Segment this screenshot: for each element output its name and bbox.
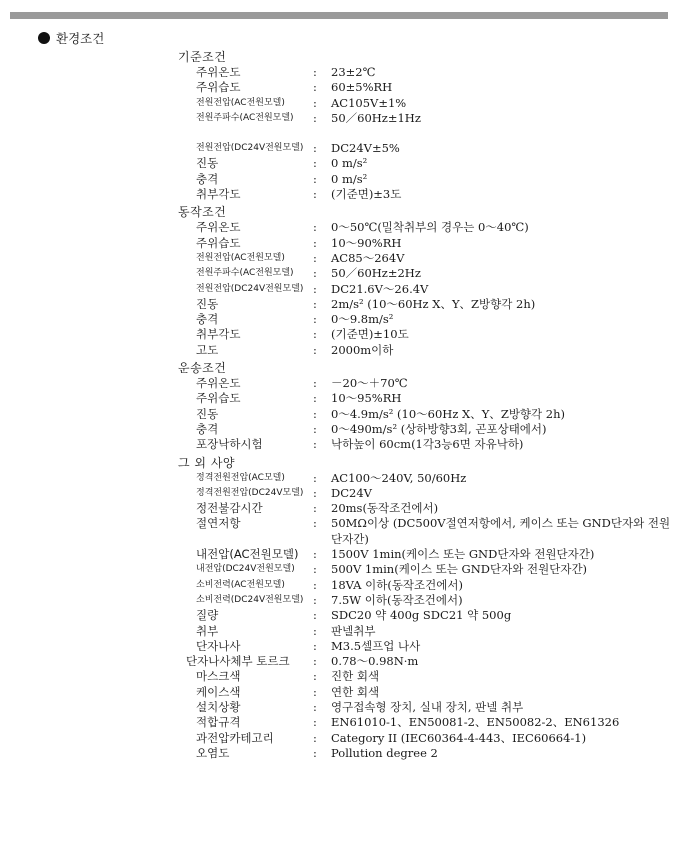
spec-row xyxy=(178,471,673,486)
spec-value: EN61010-1、EN50081-2、EN50082-2、EN61326 xyxy=(331,715,620,730)
spec-row xyxy=(178,501,673,516)
spec-value: 50／60Hz±2Hz xyxy=(331,266,421,281)
spec-value: 연한 회색 xyxy=(331,684,380,699)
spec-section xyxy=(178,49,673,202)
spec-row xyxy=(178,312,673,327)
spec-label: 마스크색 xyxy=(196,669,241,684)
spec-value: 진한 회색 xyxy=(331,669,380,684)
spec-row xyxy=(178,65,673,80)
spec-row xyxy=(178,96,673,111)
spec-row xyxy=(178,236,673,251)
spec-value: AC105V±1% xyxy=(331,95,407,110)
colon-separator: : xyxy=(313,296,317,311)
spec-row xyxy=(178,731,673,746)
spec-value: 0～4.9m/s² (10～60Hz X、Y、Z방향각 2h) xyxy=(331,406,566,421)
colon-separator: : xyxy=(313,80,317,95)
spec-row xyxy=(178,654,673,669)
spec-value: 2m/s² (10～60Hz X、Y、Z방향각 2h) xyxy=(331,296,536,311)
colon-separator: : xyxy=(313,730,317,745)
colon-separator: : xyxy=(313,281,317,296)
spec-value: 50MΩ이상 (DC500V절연저항에서, 케이스 또는 GND단자와 전원단자간) xyxy=(331,516,671,546)
spacer xyxy=(178,126,673,141)
spec-row xyxy=(178,156,673,171)
spec-label: 주위습도 xyxy=(196,80,241,95)
spec-label: 과전압카테고리 xyxy=(196,730,274,745)
spec-value: 10～95%RH xyxy=(331,391,402,406)
spec-label: 절연저항 xyxy=(196,516,241,531)
section-title: 운송조건 xyxy=(178,361,227,376)
spec-row xyxy=(178,297,673,312)
spec-value: 1500V 1min(케이스 또는 GND단자와 전원단자간) xyxy=(331,547,595,562)
colon-separator: : xyxy=(313,312,317,327)
spec-row xyxy=(178,172,673,187)
spec-value: DC24V xyxy=(331,485,372,500)
top-divider-bar xyxy=(10,12,668,19)
spec-value: 0～50℃(밀착취부의 경우는 0～40℃) xyxy=(331,220,529,235)
spec-value: 7.5W 이하(동작조건에서) xyxy=(331,592,463,607)
spec-label: 충격 xyxy=(196,312,219,327)
spec-row xyxy=(178,700,673,715)
colon-separator: : xyxy=(313,638,317,653)
section-title: 동작조건 xyxy=(178,205,227,220)
spec-section xyxy=(178,455,673,762)
spec-label: 고도 xyxy=(196,342,219,357)
colon-separator: : xyxy=(313,745,317,760)
spec-value: 500V 1min(케이스 또는 GND단자와 전원단자간) xyxy=(331,562,588,577)
colon-separator: : xyxy=(313,95,317,110)
spec-row xyxy=(178,111,673,126)
spec-value: 50／60Hz±1Hz xyxy=(331,110,421,125)
spec-row xyxy=(178,578,673,593)
spec-row xyxy=(178,669,673,684)
spec-row xyxy=(178,251,673,266)
colon-separator: : xyxy=(313,220,317,235)
spec-value: 0 m/s² xyxy=(331,171,368,186)
spec-label: 충격 xyxy=(196,171,219,186)
spec-value: AC100～240V, 50/60Hz xyxy=(331,470,467,485)
spec-label: 주위온도 xyxy=(196,65,241,79)
spec-row xyxy=(178,343,673,358)
spec-value: 23±2℃ xyxy=(331,65,376,79)
spec-content xyxy=(178,48,673,761)
spec-value: 0～9.8m/s² xyxy=(331,312,394,327)
spec-row xyxy=(178,437,673,452)
spec-label: 단자나사체부 토르크 xyxy=(186,654,290,669)
spec-value: Category II (IEC60364-4-443、IEC60664-1) xyxy=(331,730,587,745)
colon-separator: : xyxy=(313,266,317,281)
spec-label: 전원전압(DC24V전원모델) xyxy=(196,283,304,294)
spec-row xyxy=(178,266,673,281)
spec-row xyxy=(178,486,673,501)
spec-row xyxy=(178,547,673,562)
spec-row xyxy=(178,220,673,235)
colon-separator: : xyxy=(313,406,317,421)
colon-separator: : xyxy=(313,156,317,171)
spec-value: 낙하높이 60cm(1각3능6면 자유낙하) xyxy=(331,437,524,452)
spec-row xyxy=(178,407,673,422)
spec-label: 오염도 xyxy=(196,745,230,760)
colon-separator: : xyxy=(313,654,317,669)
spec-row xyxy=(178,562,673,577)
spec-row xyxy=(178,624,673,639)
colon-separator: : xyxy=(313,715,317,730)
spec-label: 진동 xyxy=(196,156,219,171)
spec-label: 취부각도 xyxy=(196,187,241,202)
spec-label: 전원전압(DC24V전원모델) xyxy=(196,143,304,154)
spec-label: 주위온도 xyxy=(196,220,241,235)
colon-separator: : xyxy=(313,327,317,342)
colon-separator: : xyxy=(313,501,317,516)
spec-row xyxy=(178,282,673,297)
spec-label: 진동 xyxy=(196,406,219,421)
colon-separator: : xyxy=(313,65,317,79)
spec-label: 설치상황 xyxy=(196,699,241,714)
spec-label: 취부 xyxy=(196,623,219,638)
spec-value: 18VA 이하(동작조건에서) xyxy=(331,577,463,592)
spec-label: 적합규격 xyxy=(196,715,241,730)
spec-label: 소비전력(DC24V전원모델) xyxy=(196,594,304,605)
colon-separator: : xyxy=(313,376,317,391)
colon-separator: : xyxy=(313,187,317,202)
spec-label: 전원전압(AC전원모델) xyxy=(196,97,285,108)
spec-label: 충격 xyxy=(196,421,219,436)
colon-separator: : xyxy=(313,577,317,592)
colon-separator: : xyxy=(313,684,317,699)
spec-row xyxy=(178,391,673,406)
spec-value: 60±5%RH xyxy=(331,80,393,95)
spec-value: 판넬취부 xyxy=(331,623,376,638)
spec-row xyxy=(178,715,673,730)
spec-row xyxy=(178,593,673,608)
spec-label: 정격전원전압(DC24V모델) xyxy=(196,487,304,498)
colon-separator: : xyxy=(313,623,317,638)
spec-label: 취부각도 xyxy=(196,327,241,342)
spec-label: 주위습도 xyxy=(196,235,241,250)
spec-value: 2000m이하 xyxy=(331,342,394,357)
spec-row xyxy=(178,422,673,437)
spec-label: 진동 xyxy=(196,296,219,311)
colon-separator: : xyxy=(313,342,317,357)
section-title: 그 외 사양 xyxy=(178,455,235,470)
spec-value: M3.5셀프업 나사 xyxy=(331,638,421,653)
colon-separator: : xyxy=(313,516,317,531)
spec-label: 정격전원전압(AC모델) xyxy=(196,472,285,483)
spec-row xyxy=(178,141,673,156)
spec-label: 정전불감시간 xyxy=(196,501,263,516)
spec-value: (기준면)±10도 xyxy=(331,327,409,342)
spec-value: SDC20 약 400g SDC21 약 500g xyxy=(331,608,512,623)
spec-label: 전원전압(AC전원모델) xyxy=(196,252,285,263)
colon-separator: : xyxy=(313,421,317,436)
spec-value: DC24V±5% xyxy=(331,141,400,156)
spec-row xyxy=(178,376,673,391)
spec-value: Pollution degree 2 xyxy=(331,745,438,760)
spec-label: 소비전력(AC전원모델) xyxy=(196,579,285,590)
colon-separator: : xyxy=(313,391,317,406)
spec-row xyxy=(178,685,673,700)
spec-value: 영구접속형 장치, 실내 장치, 판넬 취부 xyxy=(331,699,524,714)
colon-separator: : xyxy=(313,470,317,485)
spec-row xyxy=(178,639,673,654)
spec-row xyxy=(178,516,673,547)
spec-label: 단자나사 xyxy=(196,638,241,653)
spec-label: 전원주파수(AC전원모델) xyxy=(196,112,294,123)
colon-separator: : xyxy=(313,547,317,562)
colon-separator: : xyxy=(313,110,317,125)
colon-separator: : xyxy=(313,485,317,500)
spec-row xyxy=(178,327,673,342)
spec-value: 0.78～0.98N·m xyxy=(331,654,419,669)
spec-value: 20ms(동작조건에서) xyxy=(331,501,439,516)
colon-separator: : xyxy=(313,592,317,607)
colon-separator: : xyxy=(313,699,317,714)
spec-label: 전원주파수(AC전원모델) xyxy=(196,268,294,279)
spec-row xyxy=(178,608,673,623)
spec-label: 내전압(DC24V전원모델) xyxy=(196,564,295,575)
section-title: 기준조건 xyxy=(178,50,227,64)
spec-label: 포장낙하시험 xyxy=(196,437,263,452)
spec-value: －20～＋70℃ xyxy=(331,376,408,391)
colon-separator: : xyxy=(313,562,317,577)
colon-separator: : xyxy=(313,608,317,623)
colon-separator: : xyxy=(313,171,317,186)
spec-value: 10～90%RH xyxy=(331,235,402,250)
spec-label: 내전압(AC전원모델) xyxy=(196,547,299,562)
spec-value: DC21.6V～26.4V xyxy=(331,281,429,296)
heading-text: 환경조건 xyxy=(56,31,105,46)
spec-row xyxy=(178,80,673,95)
colon-separator: : xyxy=(313,669,317,684)
spec-label: 질량 xyxy=(196,608,219,623)
colon-separator: : xyxy=(313,141,317,156)
spec-label: 주위온도 xyxy=(196,376,241,391)
spec-value: AC85～264V xyxy=(331,250,405,265)
spec-label: 주위습도 xyxy=(196,391,241,406)
spec-label: 케이스색 xyxy=(196,684,241,699)
spec-value: (기준면)±3도 xyxy=(331,187,402,202)
colon-separator: : xyxy=(313,250,317,265)
spec-value: 0～490m/s² (상하방향3회, 곤포상태에서) xyxy=(331,421,547,436)
section-heading xyxy=(38,29,104,47)
spec-section xyxy=(178,360,673,452)
spec-section xyxy=(178,204,673,358)
colon-separator: : xyxy=(313,235,317,250)
bullet-icon xyxy=(38,32,50,44)
colon-separator: : xyxy=(313,437,317,452)
spec-row xyxy=(178,746,673,761)
spec-value: 0 m/s² xyxy=(331,156,368,171)
spec-row xyxy=(178,187,673,202)
